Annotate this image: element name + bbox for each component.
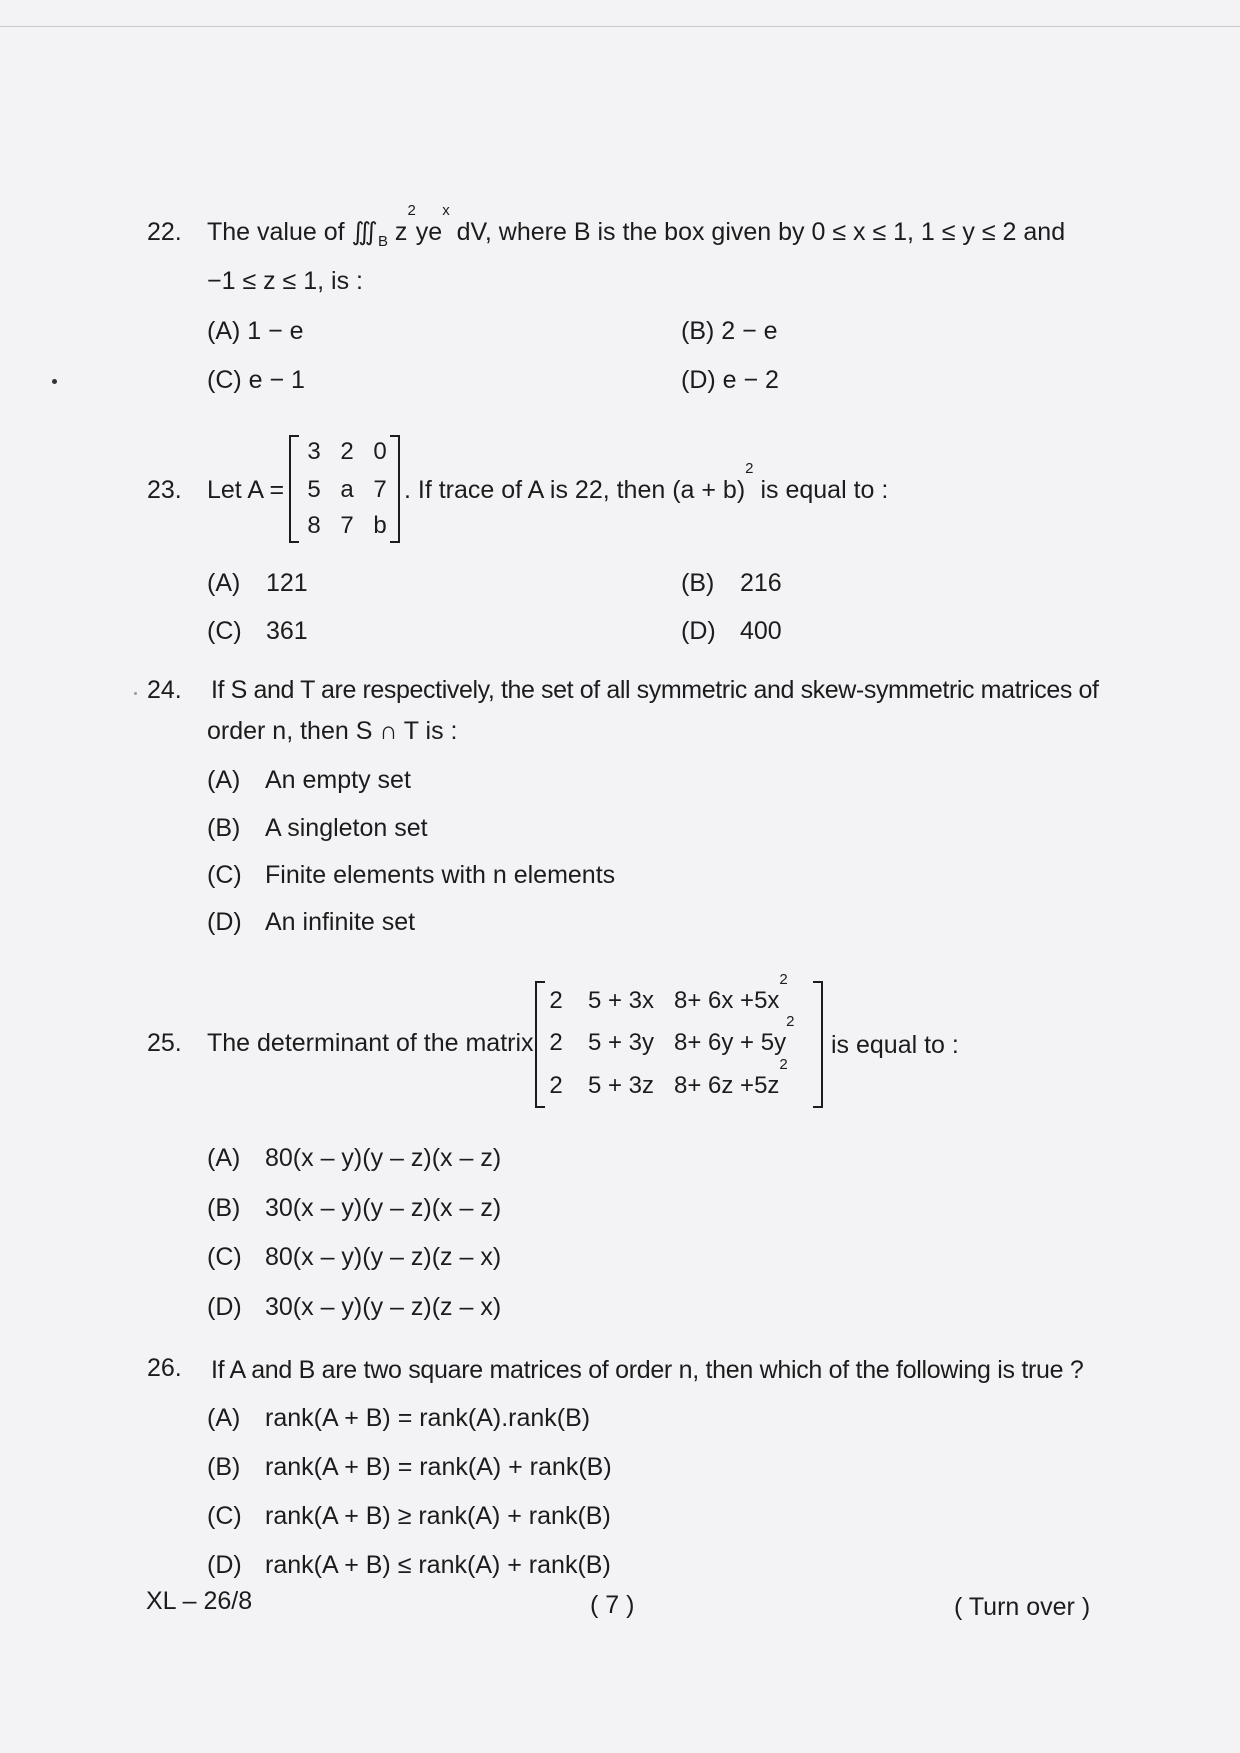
turn-over-note: ( Turn over ) <box>954 1593 1091 1621</box>
question-number: 22. <box>147 218 182 246</box>
option-b: (B) 2 − e <box>681 317 778 345</box>
matrix-cell: 5 + 3z <box>587 1072 655 1099</box>
matrix-a <box>289 435 400 543</box>
option-d-text: 30(x – y)(y – z)(z – x) <box>265 1293 502 1321</box>
question-text-line2: −1 ≤ z ≤ 1, is : <box>207 267 363 295</box>
option-c-text: rank(A + B) ≥ rank(A) + rank(B) <box>265 1502 611 1530</box>
option-c-letter: (C) <box>207 617 242 645</box>
option-c-letter: (C) <box>207 861 242 889</box>
option-d-letter: (D) <box>207 1551 242 1579</box>
question-number: 26. <box>147 1354 182 1382</box>
option-a-letter: (A) <box>207 1144 241 1172</box>
option-a-letter: (A) <box>207 766 241 794</box>
option-d-text: rank(A + B) ≤ rank(A) + rank(B) <box>265 1551 611 1579</box>
option-b-letter: (B) <box>207 1194 241 1222</box>
option-a: (A) 1 − e <box>207 317 304 345</box>
option-d-text: An infinite set <box>265 908 416 936</box>
question-text-line2: order n, then S ∩ T is : <box>207 717 458 745</box>
question-number: 23. <box>147 476 182 504</box>
page-number: ( 7 ) <box>590 1591 635 1619</box>
option-c-letter: (C) <box>207 1243 242 1271</box>
matrix-bracket-right <box>813 981 823 1108</box>
option-d-letter: (D) <box>207 1293 242 1321</box>
question-text: If S and T are respectively, the set of all symmetric and skew-symmetric matrices of <box>211 676 1099 704</box>
matrix-cell: a <box>340 476 354 503</box>
question-text-let: Let A = <box>207 476 285 504</box>
matrix-bracket-left <box>535 981 545 1108</box>
option-d-letter: (D) <box>681 617 716 645</box>
option-a-letter: (A) <box>207 569 241 597</box>
paper-code: XL – 26/8 <box>146 1587 253 1615</box>
question-number: 24. <box>147 676 182 704</box>
option-a-letter: (A) <box>207 1404 241 1432</box>
matrix-cell: 2 <box>340 438 354 465</box>
option-a-text: 121 <box>266 569 308 597</box>
matrix-cell: $8+ 6x +5x^2$ <box>674 971 788 1014</box>
matrix-cell: 2 <box>549 1029 563 1056</box>
matrix-cell: 5 + 3y <box>587 1029 655 1056</box>
matrix-cell: 2 <box>549 987 563 1014</box>
option-b-text: rank(A + B) = rank(A) + rank(B) <box>265 1453 612 1481</box>
question-text: . If trace of A is 22, then $(a + b)^2$ is equal to : <box>404 460 889 504</box>
option-b-letter: (B) <box>681 569 715 597</box>
matrix-cell: 7 <box>373 476 387 503</box>
question-text-end: is equal to : <box>831 1031 959 1059</box>
option-c-letter: (C) <box>207 1502 242 1530</box>
question-text: If A and B are two square matrices of order n, then which of the following is true ? <box>211 1356 1084 1384</box>
option-c-text: Finite elements with n elements <box>265 861 616 889</box>
top-rule <box>0 26 1240 27</box>
option-a-text: 80(x – y)(y – z)(x – z) <box>265 1144 502 1172</box>
matrix-cell: 0 <box>373 438 387 465</box>
matrix-cell: 3 <box>307 438 321 465</box>
option-c: (C) e − 1 <box>207 366 305 394</box>
matrix-cell: 2 <box>549 1072 563 1099</box>
option-c-text: 361 <box>266 617 308 645</box>
matrix-cell: 7 <box>340 512 354 539</box>
option-a-text: An empty set <box>265 766 411 794</box>
matrix-cell: $8+ 6z +5z^2$ <box>674 1056 788 1099</box>
option-d-text: 400 <box>740 617 782 645</box>
option-c-text: 80(x – y)(y – z)(z – x) <box>265 1243 502 1271</box>
matrix-cell: 5 + 3x <box>587 987 655 1014</box>
option-b-letter: (B) <box>207 814 241 842</box>
question-number: 25. <box>147 1029 182 1057</box>
matrix-cell: b <box>373 512 387 539</box>
matrix-cell: 8 <box>307 512 321 539</box>
matrix-cell: $8+ 6y + 5y^2$ <box>674 1013 795 1056</box>
option-b-letter: (B) <box>207 1453 241 1481</box>
option-b-text: A singleton set <box>265 814 428 842</box>
matrix-cell: 5 <box>307 476 321 503</box>
matrix-bracket-left <box>289 435 299 543</box>
option-d-letter: (D) <box>207 908 242 936</box>
scan-speck <box>134 692 137 695</box>
option-d: (D) e − 2 <box>681 366 779 394</box>
option-a-text: rank(A + B) = rank(A).rank(B) <box>265 1404 591 1432</box>
option-b-text: 30(x – y)(y – z)(x – z) <box>265 1194 502 1222</box>
question-text: The value of $∭_B$ $z^2ye^x$ dV, where B is the box given by 0 ≤ x ≤ 1, 1 ≤ y ≤ 2 and <box>207 202 1066 250</box>
option-b-text: 216 <box>740 569 782 597</box>
question-text: The determinant of the matrix <box>207 1029 534 1057</box>
scan-speck <box>52 379 57 384</box>
matrix-determinant <box>535 971 823 1108</box>
